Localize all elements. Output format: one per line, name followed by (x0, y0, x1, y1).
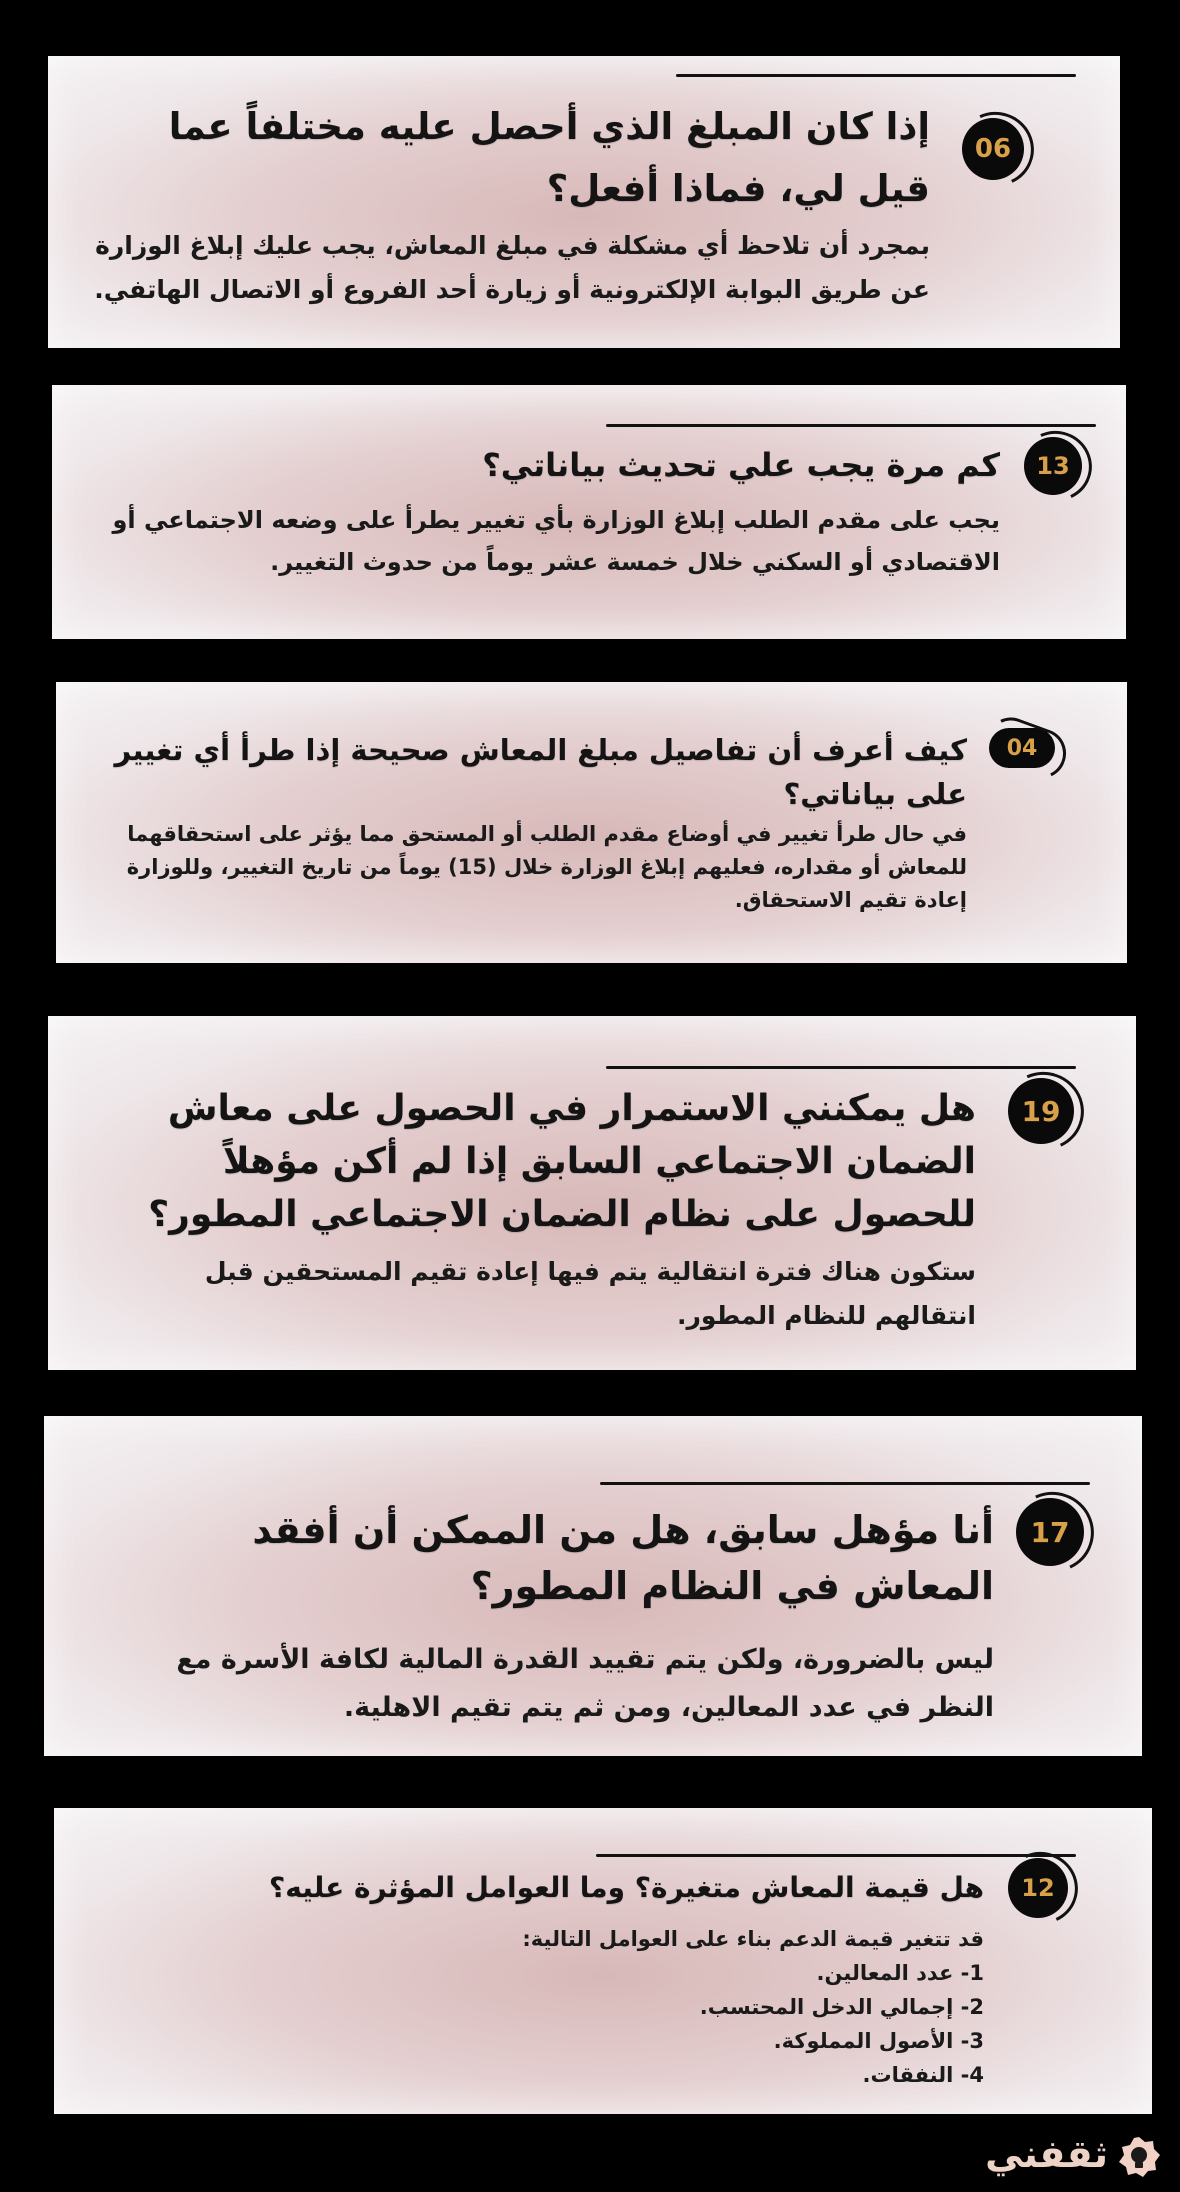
faq-card-12 (54, 1808, 1152, 2114)
answer-text: ستكون هناك فترة انتقالية يتم فيها إعادة تقيم المستحقين قبل انتقالهم للنظام المطور. (204, 1257, 976, 1330)
faq-card-17 (44, 1416, 1142, 1756)
question-number-badge: 12 (1008, 1858, 1068, 1918)
card-divider (596, 1854, 1076, 1857)
question-heading: إذا كان المبلغ الذي أحصل عليه مختلفاً عما قيل لي، فماذا أفعل؟ (168, 105, 930, 210)
faq-card-06 (48, 56, 1120, 348)
question-number-badge: 17 (1016, 1498, 1084, 1566)
list-item: 2- إجمالي الدخل المحتسب. (699, 1995, 984, 2019)
card-divider (676, 74, 1076, 77)
answer-text: بمجرد أن تلاحظ أي مشكلة في مبلغ المعاش، يجب عليك إبلاغ الوزارة عن طريق البوابة الإلكترونية أو زيارة أحد الفروع أو الاتصال الهاتفي. (94, 231, 930, 304)
question-heading: هل يمكنني الاستمرار في الحصول على معاش الضمان الاجتماعي السابق إذا لم أكن مؤهلاً للحصول على نظام الضمان الاجتماعي المطور؟ (148, 1088, 976, 1235)
lightbulb-icon (1116, 2134, 1162, 2180)
answer-text: في حال طرأ تغيير في أوضاع مقدم الطلب أو المستحق مما يؤثر على استحقاقهما للمعاش أو مقداره، فعليهم إبلاغ الوزارة خلال (15) يوماً من تاريخ التغيير، وللوزارة إعادة تقيم الاستحقاق. (126, 822, 967, 912)
logo-text: ثقفني (985, 2132, 1108, 2176)
faq-card-04 (56, 682, 1127, 963)
question-number-badge: 04 (989, 728, 1055, 768)
factors-list (104, 1922, 984, 2092)
list-item: 4- النفقات. (862, 2063, 984, 2087)
question-heading: أنا مؤهل سابق، هل من الممكن أن أفقد المعاش في النظام المطور؟ (252, 1508, 994, 1608)
question-number-badge: 06 (962, 118, 1024, 180)
answer-text: ليس بالضرورة، ولكن يتم تقييد القدرة المالية لكافة الأسرة مع النظر في عدد المعالين، ومن ثم يتم تقيم الاهلية. (176, 1644, 994, 1723)
card-divider (600, 1482, 1090, 1485)
list-item: 1- عدد المعالين. (816, 1961, 984, 1985)
card-divider (606, 424, 1096, 427)
site-logo (968, 2128, 1168, 2184)
question-heading: كم مرة يجب علي تحديث بياناتي؟ (482, 446, 1000, 484)
faq-card-13 (52, 385, 1126, 639)
answer-text: يجب على مقدم الطلب إبلاغ الوزارة بأي تغيير يطرأ على وضعه الاجتماعي أو الاقتصادي أو السكني خلال خمسة عشر يوماً من حدوث التغيير. (112, 506, 1000, 576)
factors-intro: قد تتغير قيمة الدعم بناء على العوامل التالية: (522, 1927, 984, 1951)
question-number-badge: 13 (1024, 437, 1082, 495)
card-divider (606, 1066, 1076, 1069)
question-heading: هل قيمة المعاش متغيرة؟ وما العوامل المؤثرة عليه؟ (269, 1871, 984, 1904)
question-number-badge: 19 (1008, 1078, 1074, 1144)
list-item: 3- الأصول المملوكة. (773, 2029, 984, 2053)
faq-card-19 (48, 1016, 1136, 1370)
question-heading: كيف أعرف أن تفاصيل مبلغ المعاش صحيحة إذا طرأ أي تغيير على بياناتي؟ (114, 733, 967, 811)
